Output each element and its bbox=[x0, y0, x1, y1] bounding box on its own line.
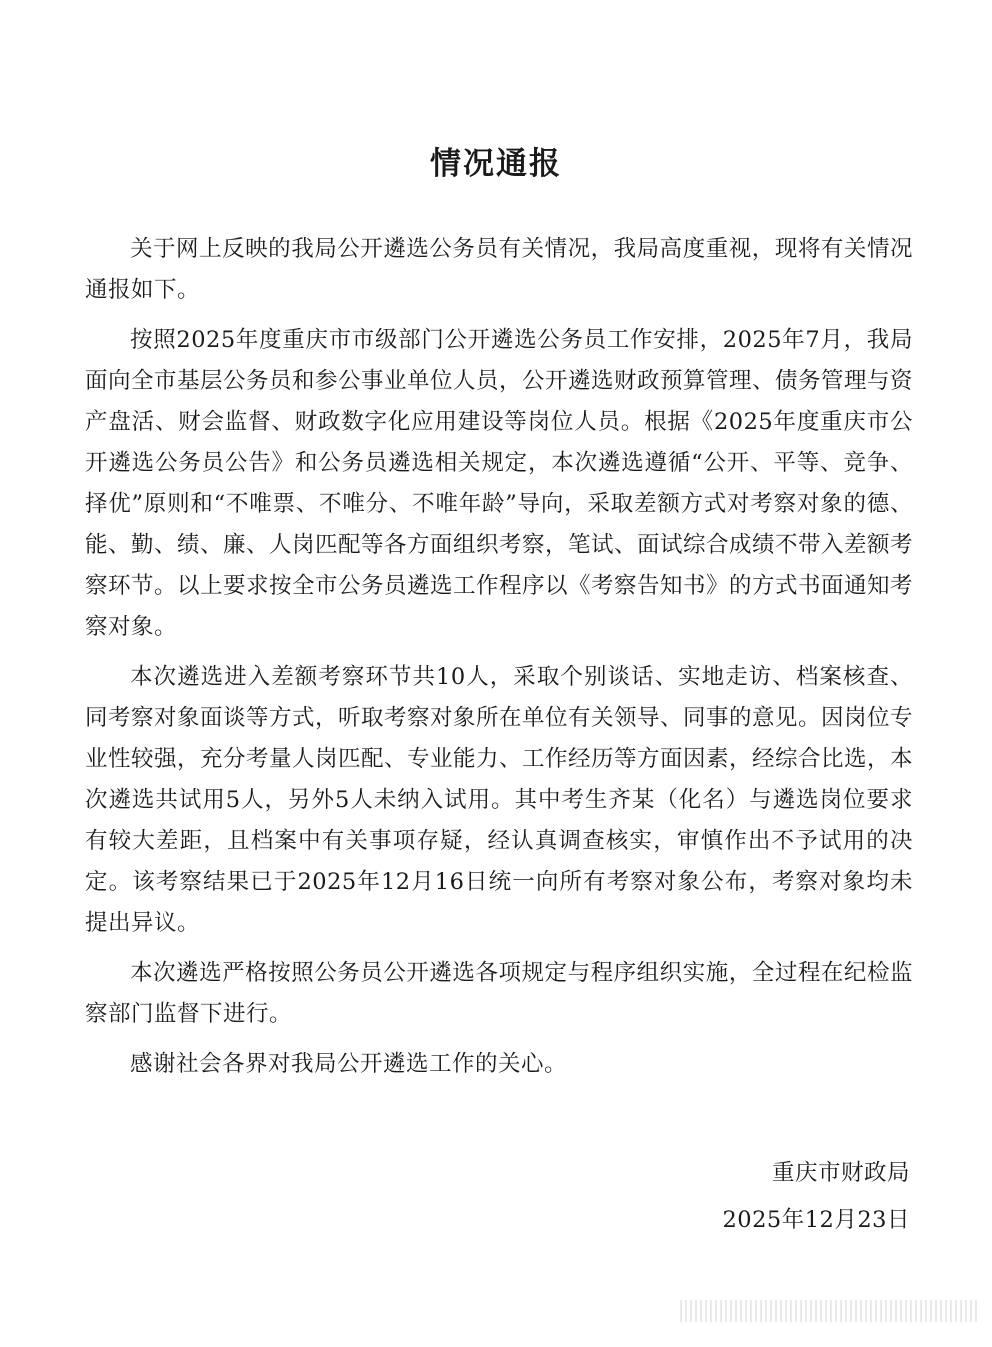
watermark-decoration bbox=[680, 1300, 980, 1322]
document-title: 情况通报 bbox=[430, 146, 562, 182]
signature-date: 2025年12月23日 bbox=[722, 1207, 910, 1233]
signature-block bbox=[722, 1153, 910, 1247]
paragraph-thanks: 感谢社会各界对我局公开遴选工作的关心。 bbox=[130, 1051, 568, 1077]
paragraph-intro: 关于网上反映的我局公开遴选公务员有关情况，我局高度重视，现将有关情况通报如下。 bbox=[85, 236, 913, 303]
paragraph-background: 按照2025年度重庆市市级部门公开遴选公务员工作安排，2025年7月，我局面向全市基层公务员和参公事业单位人员，公开遴选财政预算管理、债务管理与资产盘活、财会监督、财政数字化应用建设等岗位人员。根据《2025年度重庆市公开遴选公务员公告》和公务员遴选相关规定，本次遴选遵循“公开、平等、竞争、择优”原则和“不唯票、不唯分、不唯年龄”导向，采取差额方式对考察对象的德、能、勤、绩、廉、人岗匹配等各方面组织考察，笔试、面试综合成绩不带入差额考察环节。以上要求按全市公务员遴选工作程序以《考察告知书》的方式书面通知考察对象。 bbox=[85, 327, 914, 640]
document-body bbox=[85, 229, 913, 1094]
paragraph-supervision: 本次遴选严格按照公务员公开遴选各项规定与程序组织实施，全过程在纪检监察部门监督下进行。 bbox=[85, 960, 913, 1027]
paragraph-process: 本次遴选进入差额考察环节共10人，采取个别谈话、实地走访、档案核查、同考察对象面谈等方式，听取考察对象所在单位有关领导、同事的意见。因岗位专业性较强，充分考量人岗匹配、专业能力、工作经历等方面因素，经综合比选，本次遴选共试用5人，另外5人未纳入试用。其中考生齐某（化名）与遴选岗位要求有较大差距，且档案中有关事项存疑，经认真调查核实，审慎作出不予试用的决定。该考察结果已于2025年12月16日统一向所有考察对象公布，考察对象均未提出异议。 bbox=[85, 664, 914, 936]
signature-organization: 重庆市财政局 bbox=[771, 1160, 910, 1186]
